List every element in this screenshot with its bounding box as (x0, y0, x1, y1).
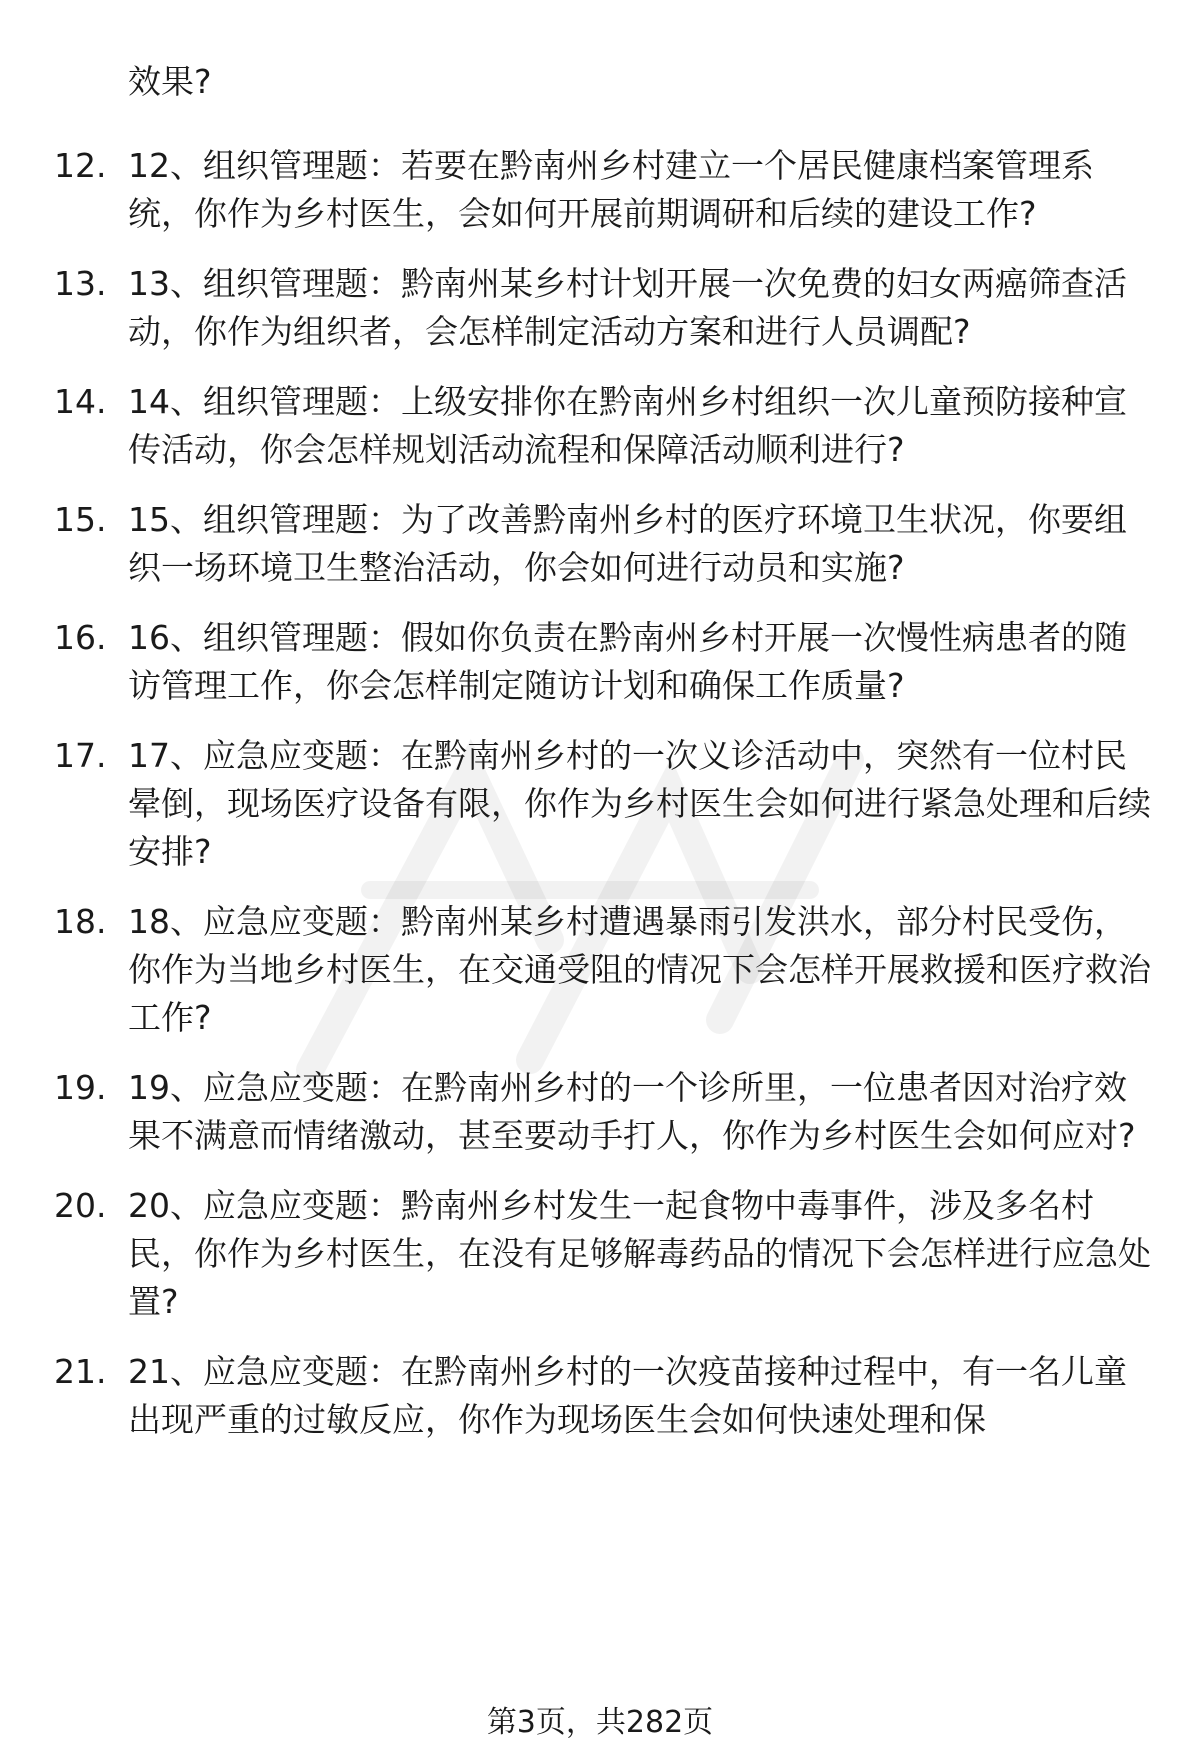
list-item (0, 1064, 1158, 1160)
list-item (0, 378, 1158, 474)
question-text: 14、组织管理题：上级安排你在黔南州乡村组织一次儿童预防接种宣传活动，你会怎样规划活动流程和保障活动顺利进行? (128, 382, 1127, 469)
question-number: 14. (54, 382, 107, 421)
list-item (0, 898, 1158, 1042)
question-number: 18. (54, 902, 107, 941)
page-footer: 第3页，共282页 (486, 1705, 714, 1740)
question-text: 15、组织管理题：为了改善黔南州乡村的医疗环境卫生状况，你要组织一场环境卫生整治活动，你会如何进行动员和实施? (128, 500, 1127, 587)
list-item (0, 496, 1158, 592)
question-number: 19. (54, 1068, 107, 1107)
list-item (0, 142, 1158, 238)
continuation-text: 效果? (128, 62, 212, 101)
list-item (0, 732, 1158, 876)
question-text: 13、组织管理题：黔南州某乡村计划开展一次免费的妇女两癌筛查活动，你作为组织者，会怎样制定活动方案和进行人员调配? (128, 264, 1127, 351)
question-text: 21、应急应变题：在黔南州乡村的一次疫苗接种过程中，有一名儿童出现严重的过敏反应，你作为现场医生会如何快速处理和保 (128, 1352, 1127, 1439)
list-item (0, 614, 1158, 710)
list-item (0, 260, 1158, 356)
question-number: 13. (54, 264, 107, 303)
question-list (0, 142, 1200, 1466)
question-number: 21. (54, 1352, 107, 1391)
question-number: 20. (54, 1186, 107, 1225)
question-text: 18、应急应变题：黔南州某乡村遭遇暴雨引发洪水，部分村民受伤，你作为当地乡村医生，在交通受阻的情况下会怎样开展救援和医疗救治工作? (128, 902, 1151, 1037)
question-text: 12、组织管理题：若要在黔南州乡村建立一个居民健康档案管理系统，你作为乡村医生，会如何开展前期调研和后续的建设工作? (128, 146, 1094, 233)
question-text: 16、组织管理题：假如你负责在黔南州乡村开展一次慢性病患者的随访管理工作，你会怎样制定随访计划和确保工作质量? (128, 618, 1127, 705)
question-text: 19、应急应变题：在黔南州乡村的一个诊所里，一位患者因对治疗效果不满意而情绪激动，甚至要动手打人，你作为乡村医生会如何应对? (128, 1068, 1136, 1155)
question-text: 20、应急应变题：黔南州乡村发生一起食物中毒事件，涉及多名村民，你作为乡村医生，在没有足够解毒药品的情况下会怎样进行应急处置? (128, 1186, 1151, 1321)
question-number: 16. (54, 618, 107, 657)
list-item (0, 1182, 1158, 1326)
question-number: 15. (54, 500, 107, 539)
question-number: 17. (54, 736, 107, 775)
question-text: 17、应急应变题：在黔南州乡村的一次义诊活动中，突然有一位村民晕倒，现场医疗设备有限，你作为乡村医生会如何进行紧急处理和后续安排? (128, 736, 1151, 871)
list-item (0, 1348, 1158, 1444)
question-number: 12. (54, 146, 107, 185)
